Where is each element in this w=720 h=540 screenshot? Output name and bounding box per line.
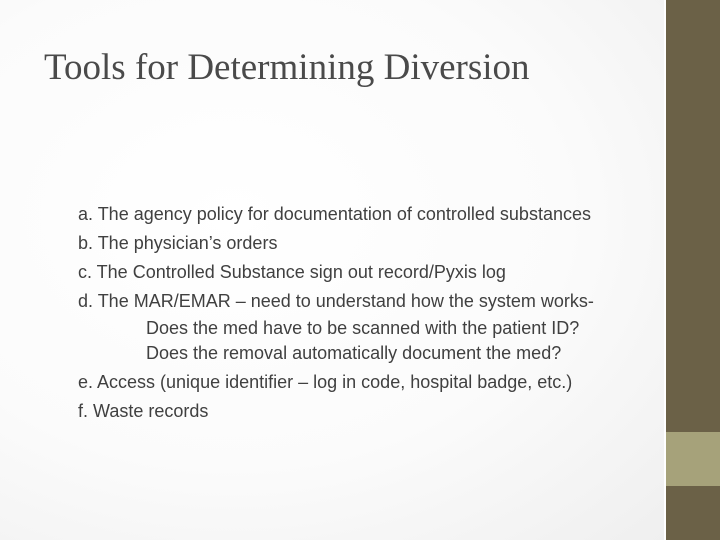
list-item-f: f. Waste records (78, 401, 209, 421)
list-subitem-d-1: Does the med have to be scanned with the patient ID? (146, 318, 580, 338)
sidebar-accent-block (666, 432, 720, 486)
list-item-d: d. The MAR/EMAR – need to understand how the system works- (78, 291, 594, 311)
body-list (78, 200, 658, 426)
list-item-c: c. The Controlled Substance sign out record/Pyxis log (78, 262, 506, 282)
slide-title: Tools for Determining Diversion (44, 47, 530, 88)
list-item-b: b. The physician’s orders (78, 233, 278, 253)
list-item-a: a. The agency policy for documentation of controlled substances (78, 204, 591, 224)
list-item-e: e. Access (unique identifier – log in code, hospital badge, etc.) (78, 372, 573, 392)
list-subitem-d-2: Does the removal automatically document the med? (146, 343, 562, 363)
